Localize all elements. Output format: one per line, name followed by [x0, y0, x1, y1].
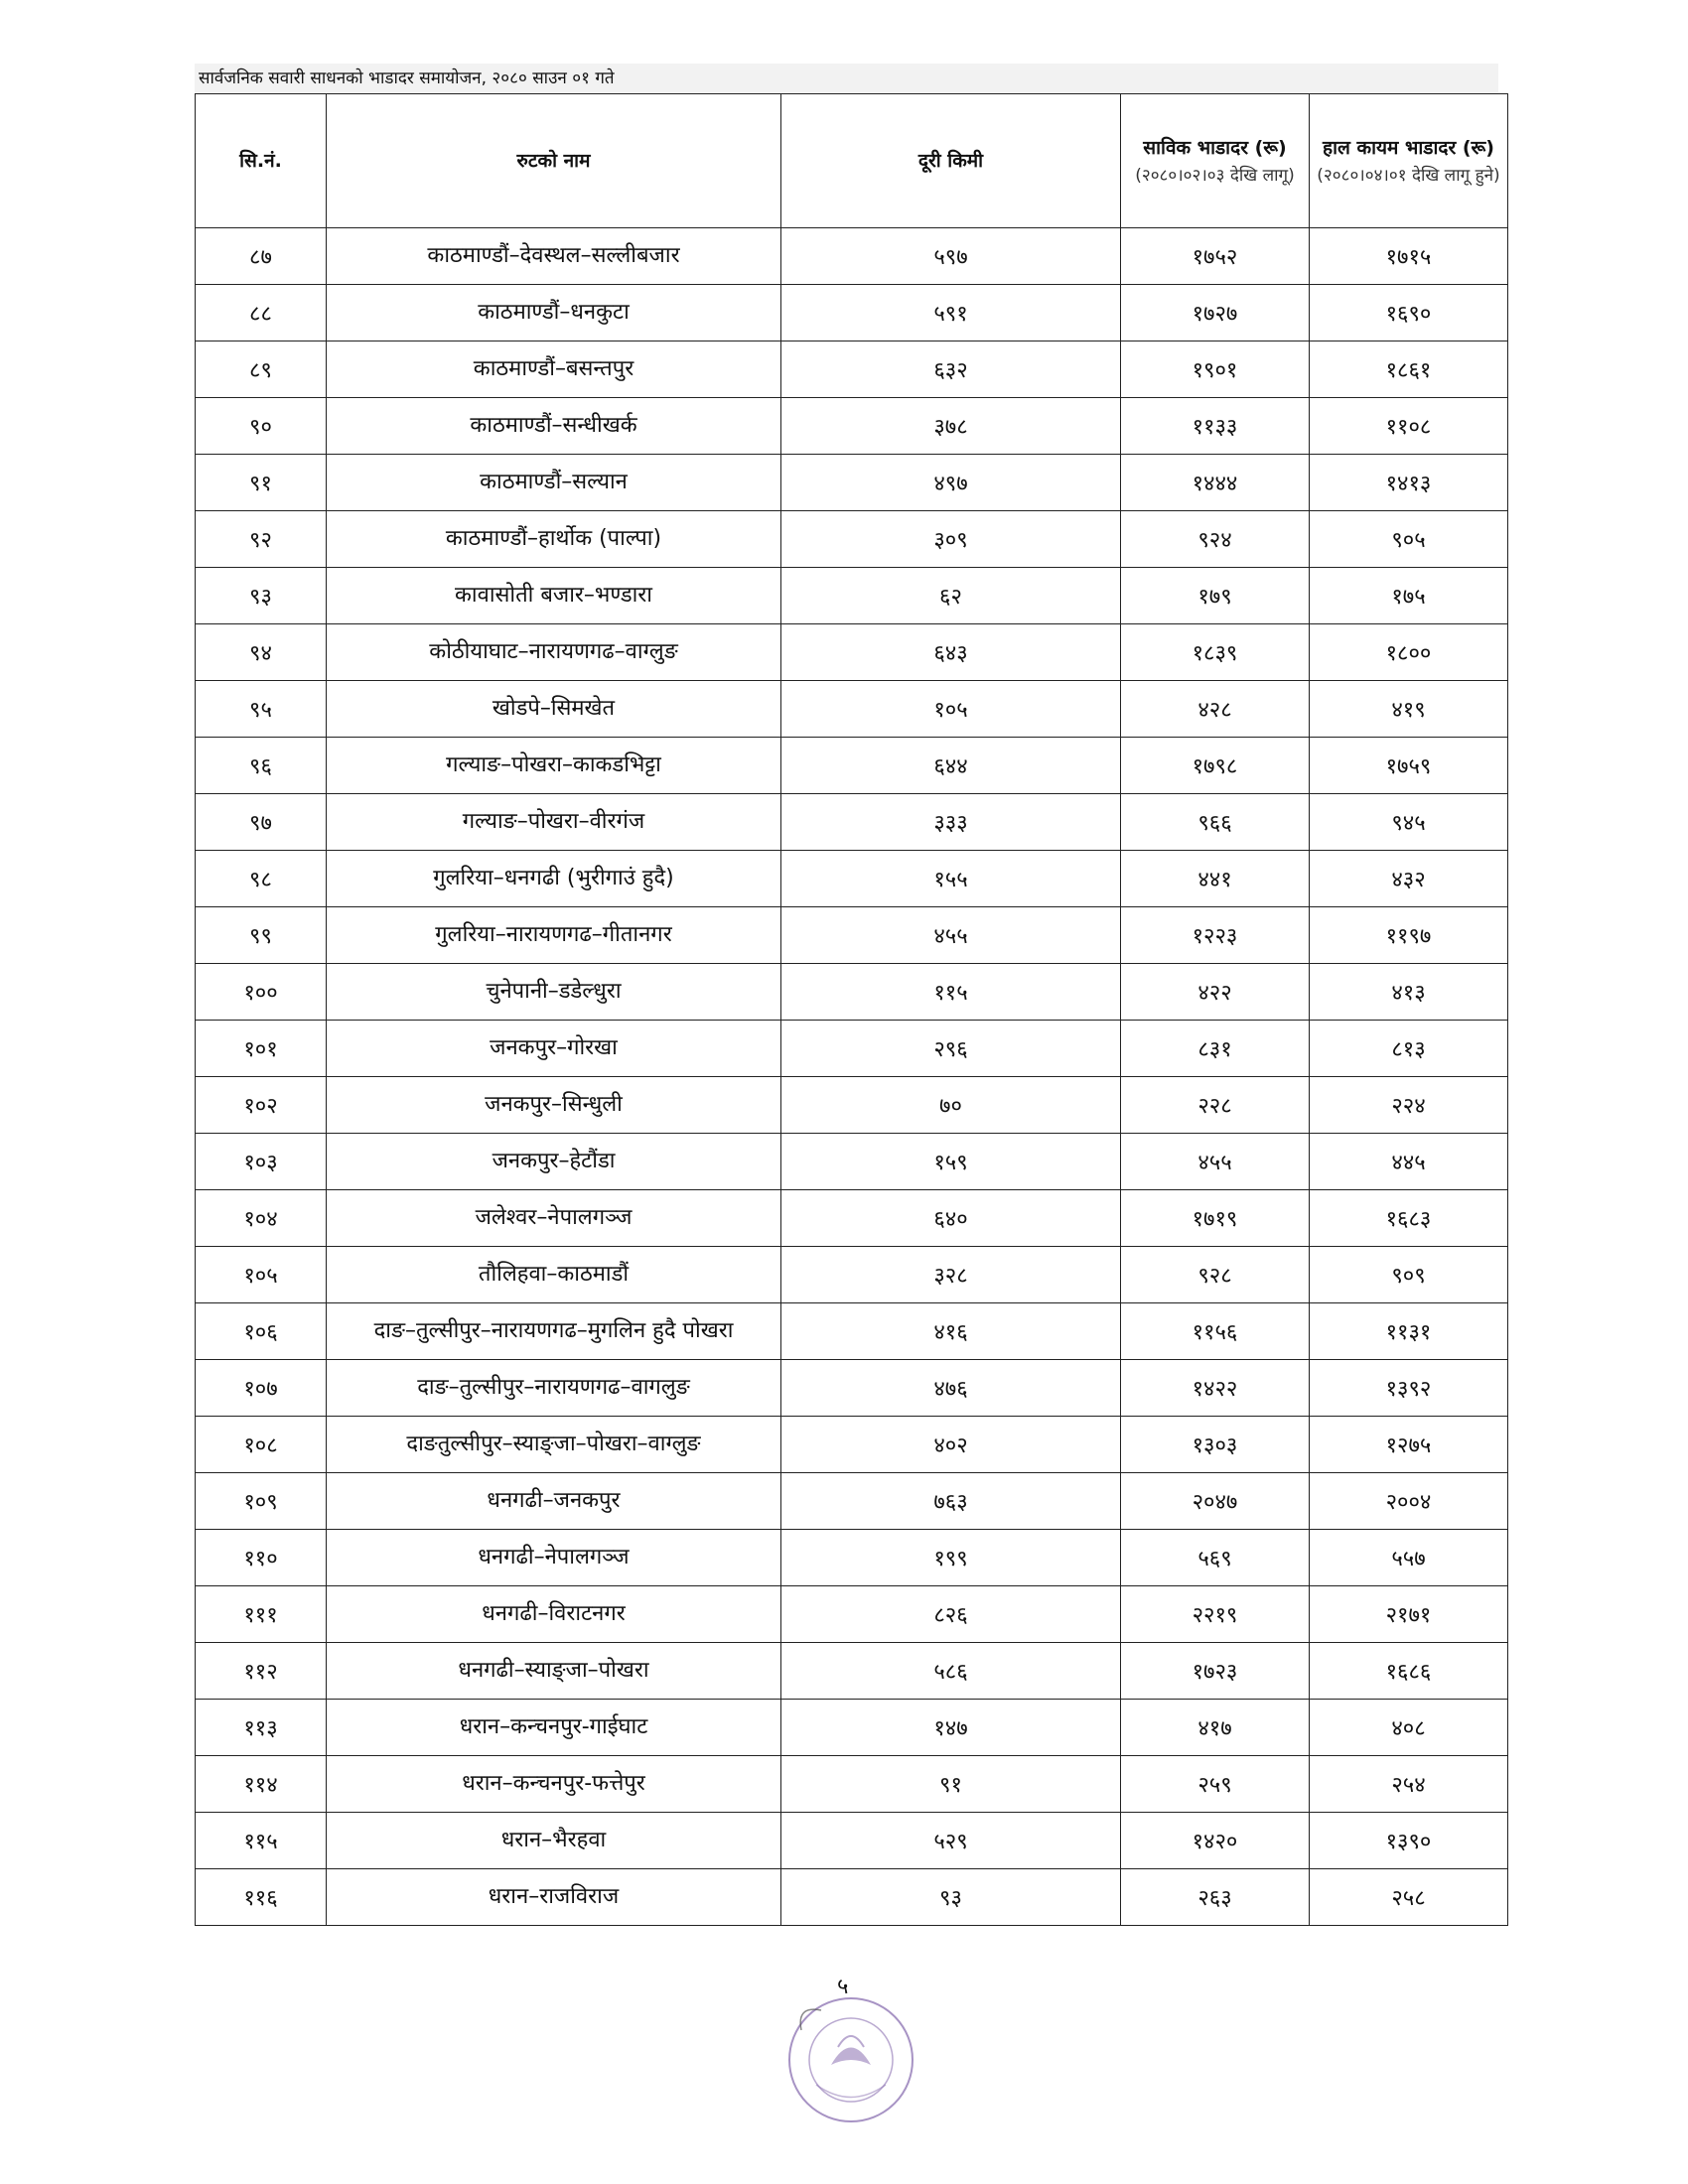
table-row	[196, 1021, 1508, 1077]
previous-fare-cell: २५९	[1121, 1756, 1310, 1813]
previous-fare-cell: ४५५	[1121, 1134, 1310, 1190]
distance-cell: ३७८	[781, 398, 1121, 455]
table-row	[196, 1190, 1508, 1247]
route-name-cell: काठमाण्डौं–बसन्तपुर	[327, 341, 781, 398]
route-name-cell: चुनेपानी–डडेल्धुरा	[327, 964, 781, 1021]
serial-number-cell: ८८	[196, 285, 327, 341]
table-row	[196, 964, 1508, 1021]
route-name-cell: काठमाण्डौं–सन्धीखर्क	[327, 398, 781, 455]
current-fare-cell: १६८३	[1310, 1190, 1508, 1247]
serial-number-cell: ९९	[196, 907, 327, 964]
serial-number-cell: १०६	[196, 1303, 327, 1360]
distance-cell: ४९७	[781, 455, 1121, 511]
route-name-cell: गुलरिया–धनगढी (भुरीगाउं हुदै)	[327, 851, 781, 907]
serial-number-cell: १०४	[196, 1190, 327, 1247]
previous-fare-cell: १२२३	[1121, 907, 1310, 964]
distance-cell: ७६३	[781, 1473, 1121, 1530]
serial-number-cell: १०७	[196, 1360, 327, 1417]
serial-number-cell: ९६	[196, 738, 327, 794]
distance-cell: १०५	[781, 681, 1121, 738]
distance-cell: ५९१	[781, 285, 1121, 341]
table-row	[196, 907, 1508, 964]
route-name-cell: काठमाण्डौं–हार्थोक (पाल्पा)	[327, 511, 781, 568]
serial-number-cell: १०८	[196, 1417, 327, 1473]
current-fare-cell: १८६१	[1310, 341, 1508, 398]
previous-fare-cell: २२१९	[1121, 1586, 1310, 1643]
previous-fare-cell: १४४४	[1121, 455, 1310, 511]
serial-number-cell: १०३	[196, 1134, 327, 1190]
previous-fare-cell: ५६९	[1121, 1530, 1310, 1586]
distance-cell: ११५	[781, 964, 1121, 1021]
table-row	[196, 1756, 1508, 1813]
serial-number-cell: ९८	[196, 851, 327, 907]
distance-cell: २९६	[781, 1021, 1121, 1077]
previous-fare-cell: १७१९	[1121, 1190, 1310, 1247]
current-fare-cell: २१७१	[1310, 1586, 1508, 1643]
distance-cell: ३०९	[781, 511, 1121, 568]
table-row	[196, 1417, 1508, 1473]
serial-number-cell: १००	[196, 964, 327, 1021]
distance-cell: ४७६	[781, 1360, 1121, 1417]
table-row	[196, 1077, 1508, 1134]
serial-number-cell: ११२	[196, 1643, 327, 1700]
previous-fare-cell: १७५२	[1121, 228, 1310, 285]
current-fare-cell: ११३१	[1310, 1303, 1508, 1360]
previous-fare-cell: १९०१	[1121, 341, 1310, 398]
table-row	[196, 1134, 1508, 1190]
distance-cell: ३३३	[781, 794, 1121, 851]
distance-cell: ५२९	[781, 1813, 1121, 1869]
previous-fare-cell: ९२४	[1121, 511, 1310, 568]
table-row	[196, 1303, 1508, 1360]
route-name-cell: खोडपे–सिमखेत	[327, 681, 781, 738]
route-name-cell: दाङतुल्सीपुर–स्याङ्जा–पोखरा–वाग्लुङ	[327, 1417, 781, 1473]
distance-cell: ८२६	[781, 1586, 1121, 1643]
serial-number-cell: ८७	[196, 228, 327, 285]
serial-number-cell: ९२	[196, 511, 327, 568]
table-row	[196, 341, 1508, 398]
table-row	[196, 1700, 1508, 1756]
current-fare-cell: १६९०	[1310, 285, 1508, 341]
prev-fare-subtitle: (२०८०।०२।०३ देखि लागू)	[1135, 166, 1295, 186]
distance-cell: ९३	[781, 1869, 1121, 1926]
current-fare-title: हाल कायम भाडादर (रू)	[1323, 137, 1494, 159]
route-name-cell: धनगढी–स्याङ्जा–पोखरा	[327, 1643, 781, 1700]
serial-number-cell: ११०	[196, 1530, 327, 1586]
current-fare-cell: ४३२	[1310, 851, 1508, 907]
current-fare-cell: १४१३	[1310, 455, 1508, 511]
previous-fare-cell: १७९८	[1121, 738, 1310, 794]
current-fare-cell: २००४	[1310, 1473, 1508, 1530]
serial-number-cell: ९५	[196, 681, 327, 738]
current-fare-cell: १७५९	[1310, 738, 1508, 794]
current-fare-cell: १७१५	[1310, 228, 1508, 285]
distance-cell: ४५५	[781, 907, 1121, 964]
route-name-cell: जलेश्वर–नेपालगञ्ज	[327, 1190, 781, 1247]
serial-number-cell: १०५	[196, 1247, 327, 1303]
current-fare-cell: १६८६	[1310, 1643, 1508, 1700]
distance-cell: ४०२	[781, 1417, 1121, 1473]
distance-cell: ५९७	[781, 228, 1121, 285]
current-fare-cell: ९०५	[1310, 511, 1508, 568]
previous-fare-cell: ४४१	[1121, 851, 1310, 907]
serial-number-cell: १०२	[196, 1077, 327, 1134]
document-header: सार्वजनिक सवारी साधनको भाडादर समायोजन, २०८० साउन ०१ गते	[195, 64, 1498, 93]
prev-fare-title: साविक भाडादर (रू)	[1143, 137, 1287, 159]
table-header-row	[196, 94, 1508, 228]
previous-fare-cell: ९२८	[1121, 1247, 1310, 1303]
route-name-cell: काठमाण्डौं–धनकुटा	[327, 285, 781, 341]
previous-fare-cell: ८३१	[1121, 1021, 1310, 1077]
distance-cell: १५५	[781, 851, 1121, 907]
current-fare-cell: १७५	[1310, 568, 1508, 624]
distance-cell: ५८६	[781, 1643, 1121, 1700]
previous-fare-cell: ११३३	[1121, 398, 1310, 455]
table-row	[196, 1473, 1508, 1530]
current-fare-cell: ४१३	[1310, 964, 1508, 1021]
previous-fare-cell: १३०३	[1121, 1417, 1310, 1473]
previous-fare-cell: ४१७	[1121, 1700, 1310, 1756]
serial-number-cell: १०९	[196, 1473, 327, 1530]
fare-table	[195, 93, 1508, 1926]
col-header-route: रुटको नाम	[327, 94, 781, 228]
serial-number-cell: १०१	[196, 1021, 327, 1077]
route-name-cell: धरान–राजविराज	[327, 1869, 781, 1926]
distance-cell: ६४०	[781, 1190, 1121, 1247]
distance-cell: ६३२	[781, 341, 1121, 398]
route-name-cell: धरान–भैरहवा	[327, 1813, 781, 1869]
route-name-cell: धनगढी–विराटनगर	[327, 1586, 781, 1643]
table-row	[196, 1586, 1508, 1643]
previous-fare-cell: १७२३	[1121, 1643, 1310, 1700]
distance-cell: ३२८	[781, 1247, 1121, 1303]
previous-fare-cell: १४२२	[1121, 1360, 1310, 1417]
serial-number-cell: ११३	[196, 1700, 327, 1756]
route-name-cell: काठमाण्डौं–सल्यान	[327, 455, 781, 511]
previous-fare-cell: ४२२	[1121, 964, 1310, 1021]
table-row	[196, 851, 1508, 907]
table-row	[196, 398, 1508, 455]
previous-fare-cell: २६३	[1121, 1869, 1310, 1926]
table-row	[196, 794, 1508, 851]
table-row	[196, 228, 1508, 285]
previous-fare-cell: ४२८	[1121, 681, 1310, 738]
route-name-cell: कावासोती बजार–भण्डारा	[327, 568, 781, 624]
distance-cell: ४१६	[781, 1303, 1121, 1360]
route-name-cell: धरान–कन्चनपुर-फत्तेपुर	[327, 1756, 781, 1813]
current-fare-cell: ९४५	[1310, 794, 1508, 851]
current-fare-cell: ११९७	[1310, 907, 1508, 964]
current-fare-cell: १८००	[1310, 624, 1508, 681]
route-name-cell: गल्याङ–पोखरा–काकडभिट्टा	[327, 738, 781, 794]
serial-number-cell: ९०	[196, 398, 327, 455]
current-fare-cell: ११०८	[1310, 398, 1508, 455]
table-row	[196, 285, 1508, 341]
route-name-cell: गुलरिया–नारायणगढ–गीतानगर	[327, 907, 781, 964]
serial-number-cell: ९३	[196, 568, 327, 624]
table-row	[196, 455, 1508, 511]
previous-fare-cell: ११५६	[1121, 1303, 1310, 1360]
current-fare-subtitle: (२०८०।०४।०१ देखि लागू हुने)	[1317, 166, 1500, 186]
serial-number-cell: १११	[196, 1586, 327, 1643]
table-row	[196, 568, 1508, 624]
route-name-cell: जनकपुर–गोरखा	[327, 1021, 781, 1077]
route-name-cell: दाङ–तुल्सीपुर–नारायणगढ–मुगलिन हुदै पोखरा	[327, 1303, 781, 1360]
distance-cell: ६४३	[781, 624, 1121, 681]
current-fare-cell: ८१३	[1310, 1021, 1508, 1077]
table-row	[196, 1869, 1508, 1926]
table-row	[196, 1643, 1508, 1700]
current-fare-cell: १२७५	[1310, 1417, 1508, 1473]
distance-cell: ६४४	[781, 738, 1121, 794]
serial-number-cell: ९४	[196, 624, 327, 681]
current-fare-cell: ५५७	[1310, 1530, 1508, 1586]
route-name-cell: दाङ–तुल्सीपुर–नारायणगढ–वागलुङ	[327, 1360, 781, 1417]
col-header-prev-fare	[1121, 94, 1310, 228]
route-name-cell: धनगढी–नेपालगञ्ज	[327, 1530, 781, 1586]
previous-fare-cell: २०४७	[1121, 1473, 1310, 1530]
route-name-cell: धनगढी–जनकपुर	[327, 1473, 781, 1530]
distance-cell: ९१	[781, 1756, 1121, 1813]
table-row	[196, 1360, 1508, 1417]
serial-number-cell: ९७	[196, 794, 327, 851]
serial-number-cell: ९१	[196, 455, 327, 511]
col-header-current-fare	[1310, 94, 1508, 228]
table-row	[196, 1530, 1508, 1586]
previous-fare-cell: १७२७	[1121, 285, 1310, 341]
table-row	[196, 738, 1508, 794]
serial-number-cell: ११५	[196, 1813, 327, 1869]
route-name-cell: जनकपुर–सिन्धुली	[327, 1077, 781, 1134]
serial-number-cell: ११४	[196, 1756, 327, 1813]
current-fare-cell: २२४	[1310, 1077, 1508, 1134]
table-row	[196, 1247, 1508, 1303]
table-row	[196, 511, 1508, 568]
office-seal	[776, 1985, 925, 2134]
current-fare-cell: १३९२	[1310, 1360, 1508, 1417]
previous-fare-cell: ९६६	[1121, 794, 1310, 851]
distance-cell: १४७	[781, 1700, 1121, 1756]
table-row	[196, 624, 1508, 681]
current-fare-cell: ४४५	[1310, 1134, 1508, 1190]
current-fare-cell: ४१९	[1310, 681, 1508, 738]
route-name-cell: गल्याङ–पोखरा–वीरगंज	[327, 794, 781, 851]
current-fare-cell: ९०९	[1310, 1247, 1508, 1303]
previous-fare-cell: १४२०	[1121, 1813, 1310, 1869]
serial-number-cell: ८९	[196, 341, 327, 398]
table-row	[196, 1813, 1508, 1869]
distance-cell: ७०	[781, 1077, 1121, 1134]
current-fare-cell: ४०८	[1310, 1700, 1508, 1756]
current-fare-cell: २५४	[1310, 1756, 1508, 1813]
previous-fare-cell: २२८	[1121, 1077, 1310, 1134]
route-name-cell: तौलिहवा–काठमाडौं	[327, 1247, 781, 1303]
serial-number-cell: ११६	[196, 1869, 327, 1926]
table-row	[196, 681, 1508, 738]
current-fare-cell: १३९०	[1310, 1813, 1508, 1869]
distance-cell: १९९	[781, 1530, 1121, 1586]
current-fare-cell: २५८	[1310, 1869, 1508, 1926]
route-name-cell: जनकपुर–हेटौंडा	[327, 1134, 781, 1190]
col-header-sn: सि.नं.	[196, 94, 327, 228]
route-name-cell: कोठीयाघाट–नारायणगढ–वाग्लुङ	[327, 624, 781, 681]
distance-cell: १५९	[781, 1134, 1121, 1190]
route-name-cell: धरान–कन्चनपुर-गाईघाट	[327, 1700, 781, 1756]
previous-fare-cell: १८३९	[1121, 624, 1310, 681]
col-header-distance: दूरी किमी	[781, 94, 1121, 228]
previous-fare-cell: १७९	[1121, 568, 1310, 624]
distance-cell: ६२	[781, 568, 1121, 624]
route-name-cell: काठमाण्डौं–देवस्थल–सल्लीबजार	[327, 228, 781, 285]
page-number: ५	[837, 1975, 849, 1999]
